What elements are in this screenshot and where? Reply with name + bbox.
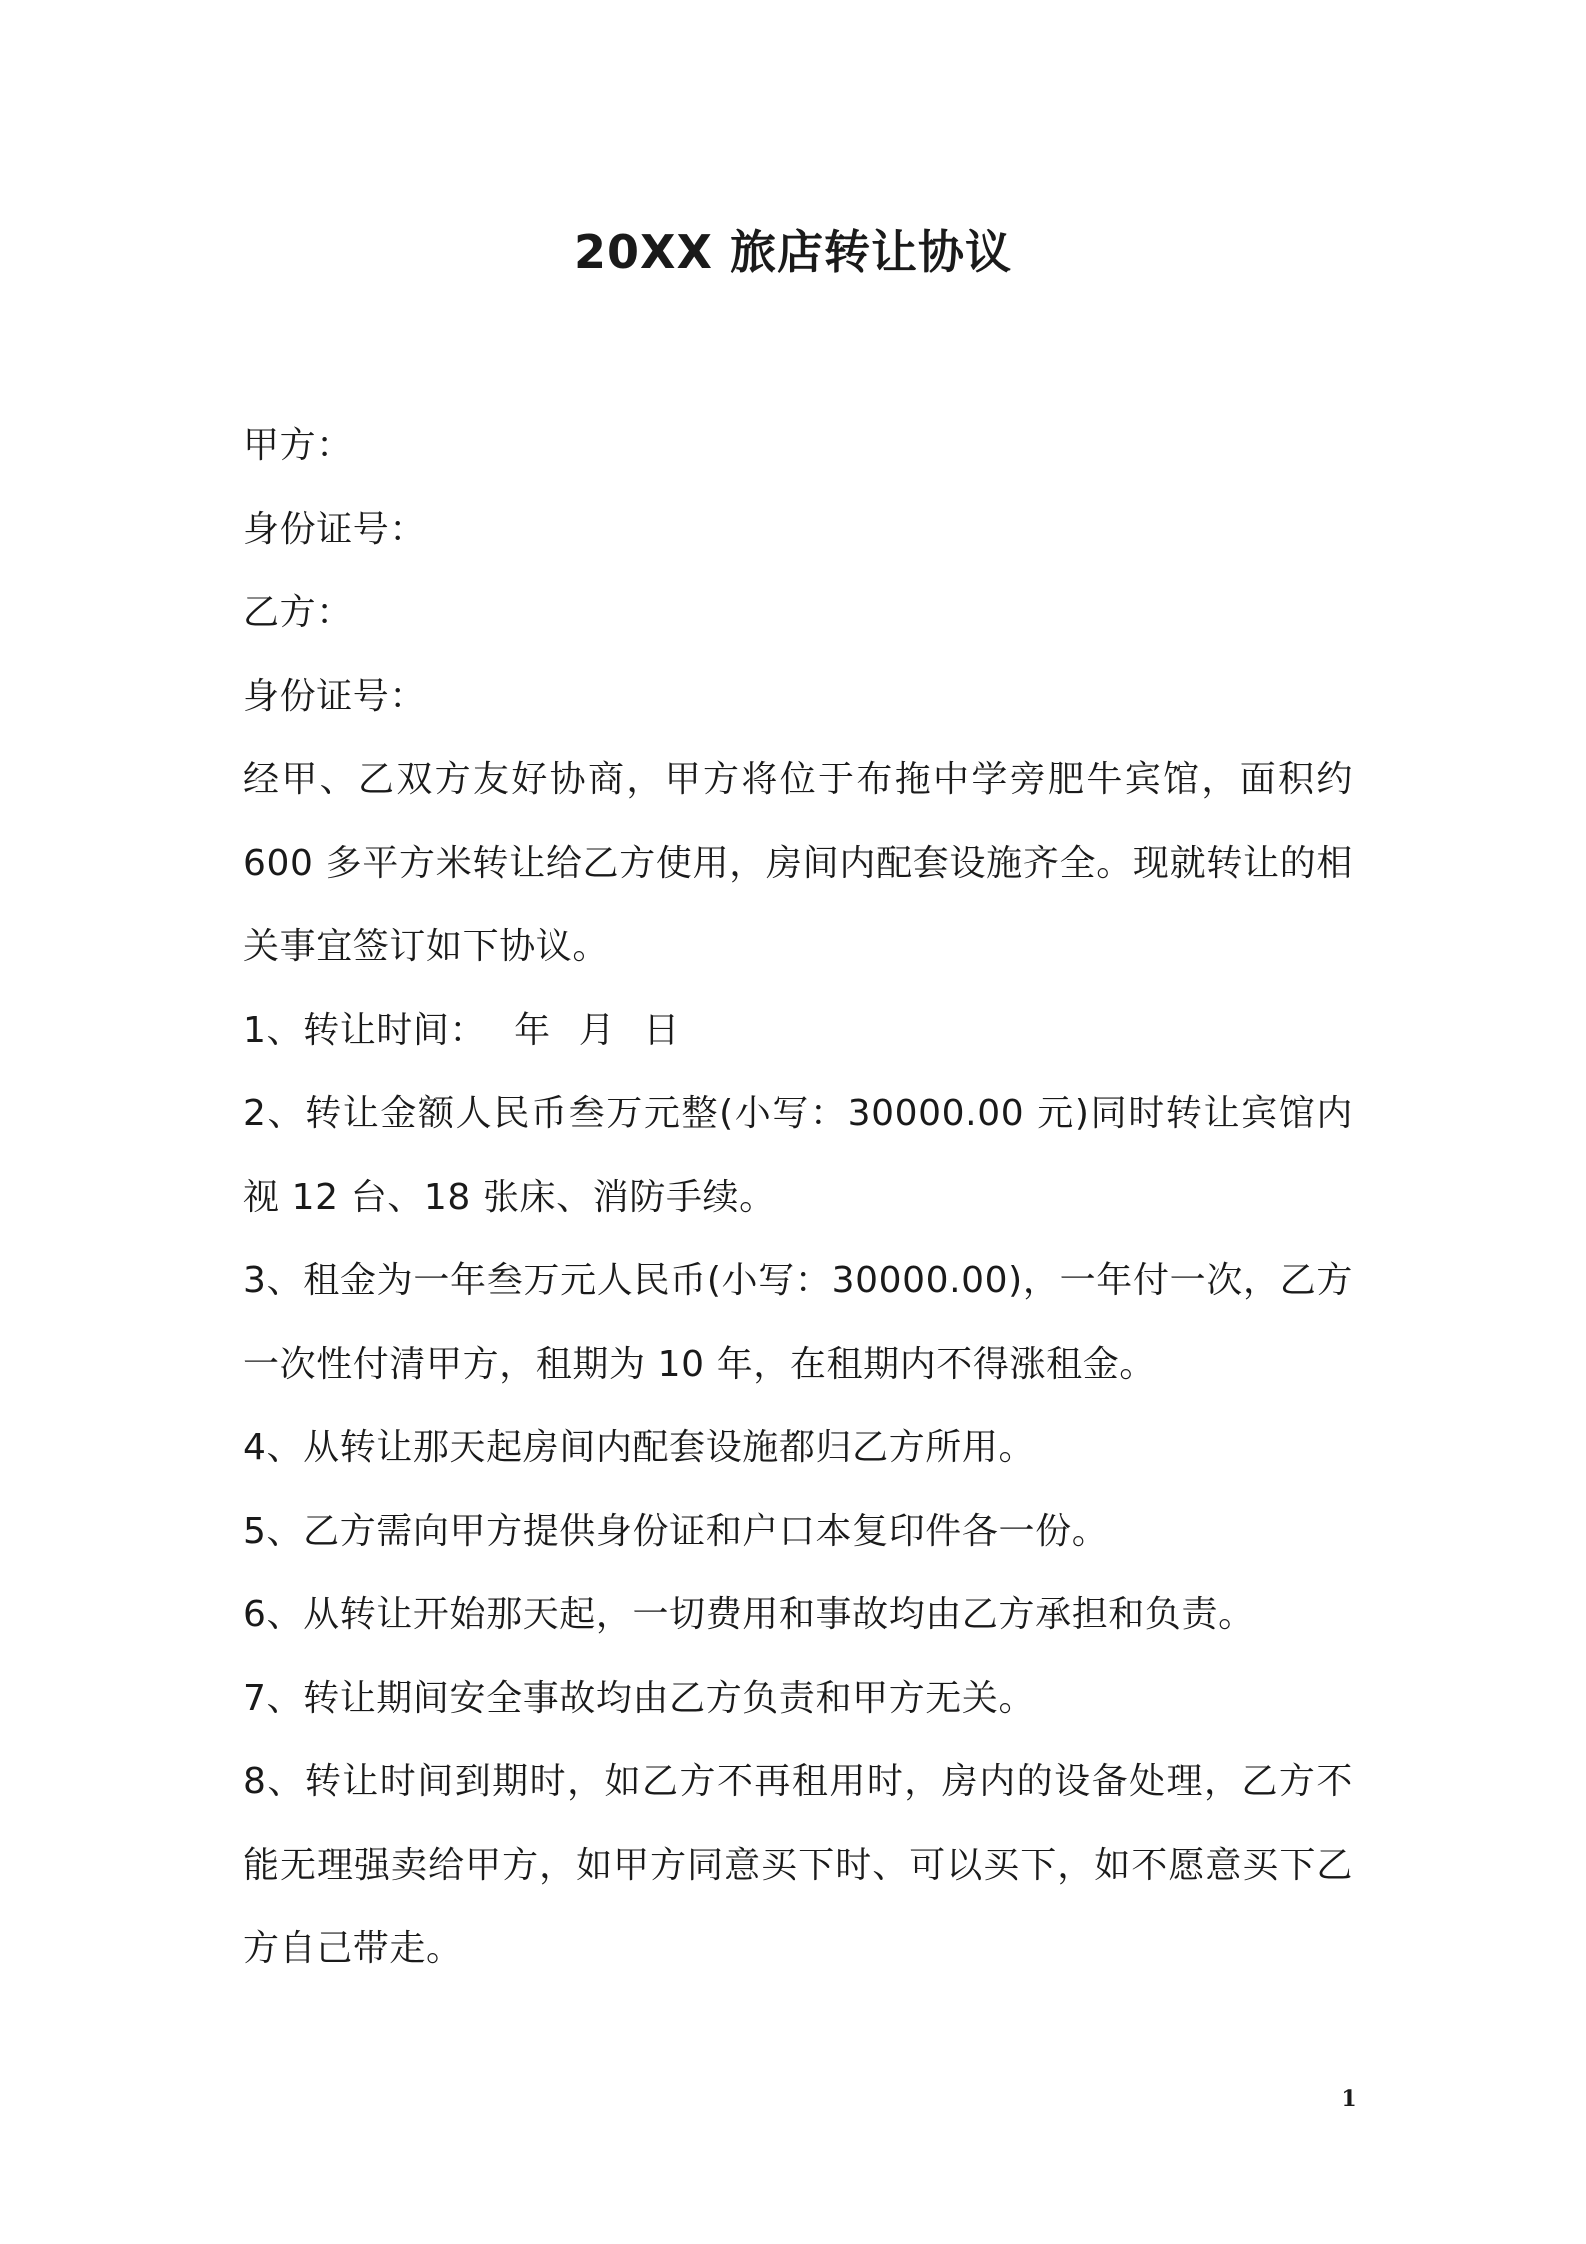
clause-7-line: 7、转让期间安全事故均由乙方负责和甲方无关。 <box>243 1677 1036 1719</box>
clause-3-line: 3、租金为一年叁万元人民币(小写：30000.00)，一年付一次，乙方 <box>243 1260 1353 1301</box>
party-a-line: 甲方： <box>243 425 353 466</box>
page-number: 1 <box>1341 2086 1357 2112</box>
clause-3-line: 一次性付清甲方，租期为 10 年，在租期内不得涨租金。 <box>243 1343 1156 1385</box>
party-b-line: 乙方： <box>243 592 353 633</box>
intro-line: 600 多平方米转让给乙方使用，房间内配套设施齐全。现就转让的相 <box>243 842 1353 884</box>
clause-2-line: 2、转让金额人民币叁万元整(小写：30000.00 元)同时转让宾馆内 <box>243 1093 1353 1134</box>
clause-8-line: 8、转让时间到期时，如乙方不再租用时，房内的设备处理，乙方不 <box>243 1761 1353 1802</box>
document-body <box>243 404 1353 1991</box>
clause-1-label: 1、转让时间： <box>243 1009 487 1051</box>
intro-line: 经甲、乙双方友好协商，甲方将位于布拖中学旁肥牛宾馆，面积约 <box>243 759 1353 800</box>
clause-6-line: 6、从转让开始那天起，一切费用和事故均由乙方承担和负责。 <box>243 1594 1255 1635</box>
clause-1-month: 月 <box>578 1009 616 1051</box>
clause-5-line: 5、乙方需向甲方提供身份证和户口本复印件各一份。 <box>243 1510 1109 1552</box>
clause-1-day: 日 <box>643 1009 680 1051</box>
intro-line: 关事宜签订如下协议。 <box>243 926 610 967</box>
clause-2-line: 视 12 台、18 张床、消防手续。 <box>243 1176 776 1218</box>
clause-1-line <box>243 989 1353 1073</box>
clause-8-line: 方自己带走。 <box>243 1928 463 1969</box>
party-a-id-line: 身份证号： <box>243 508 427 550</box>
clause-4-line: 4、从转让那天起房间内配套设施都归乙方所用。 <box>243 1427 1036 1468</box>
party-b-id-line: 身份证号： <box>243 675 427 717</box>
clause-1-year: 年 <box>514 1009 551 1051</box>
document-title: 20XX 旅店转让协议 <box>574 225 1012 279</box>
clause-8-line: 能无理强卖给甲方，如甲方同意买下时、可以买下，如不愿意买下乙 <box>243 1844 1353 1886</box>
